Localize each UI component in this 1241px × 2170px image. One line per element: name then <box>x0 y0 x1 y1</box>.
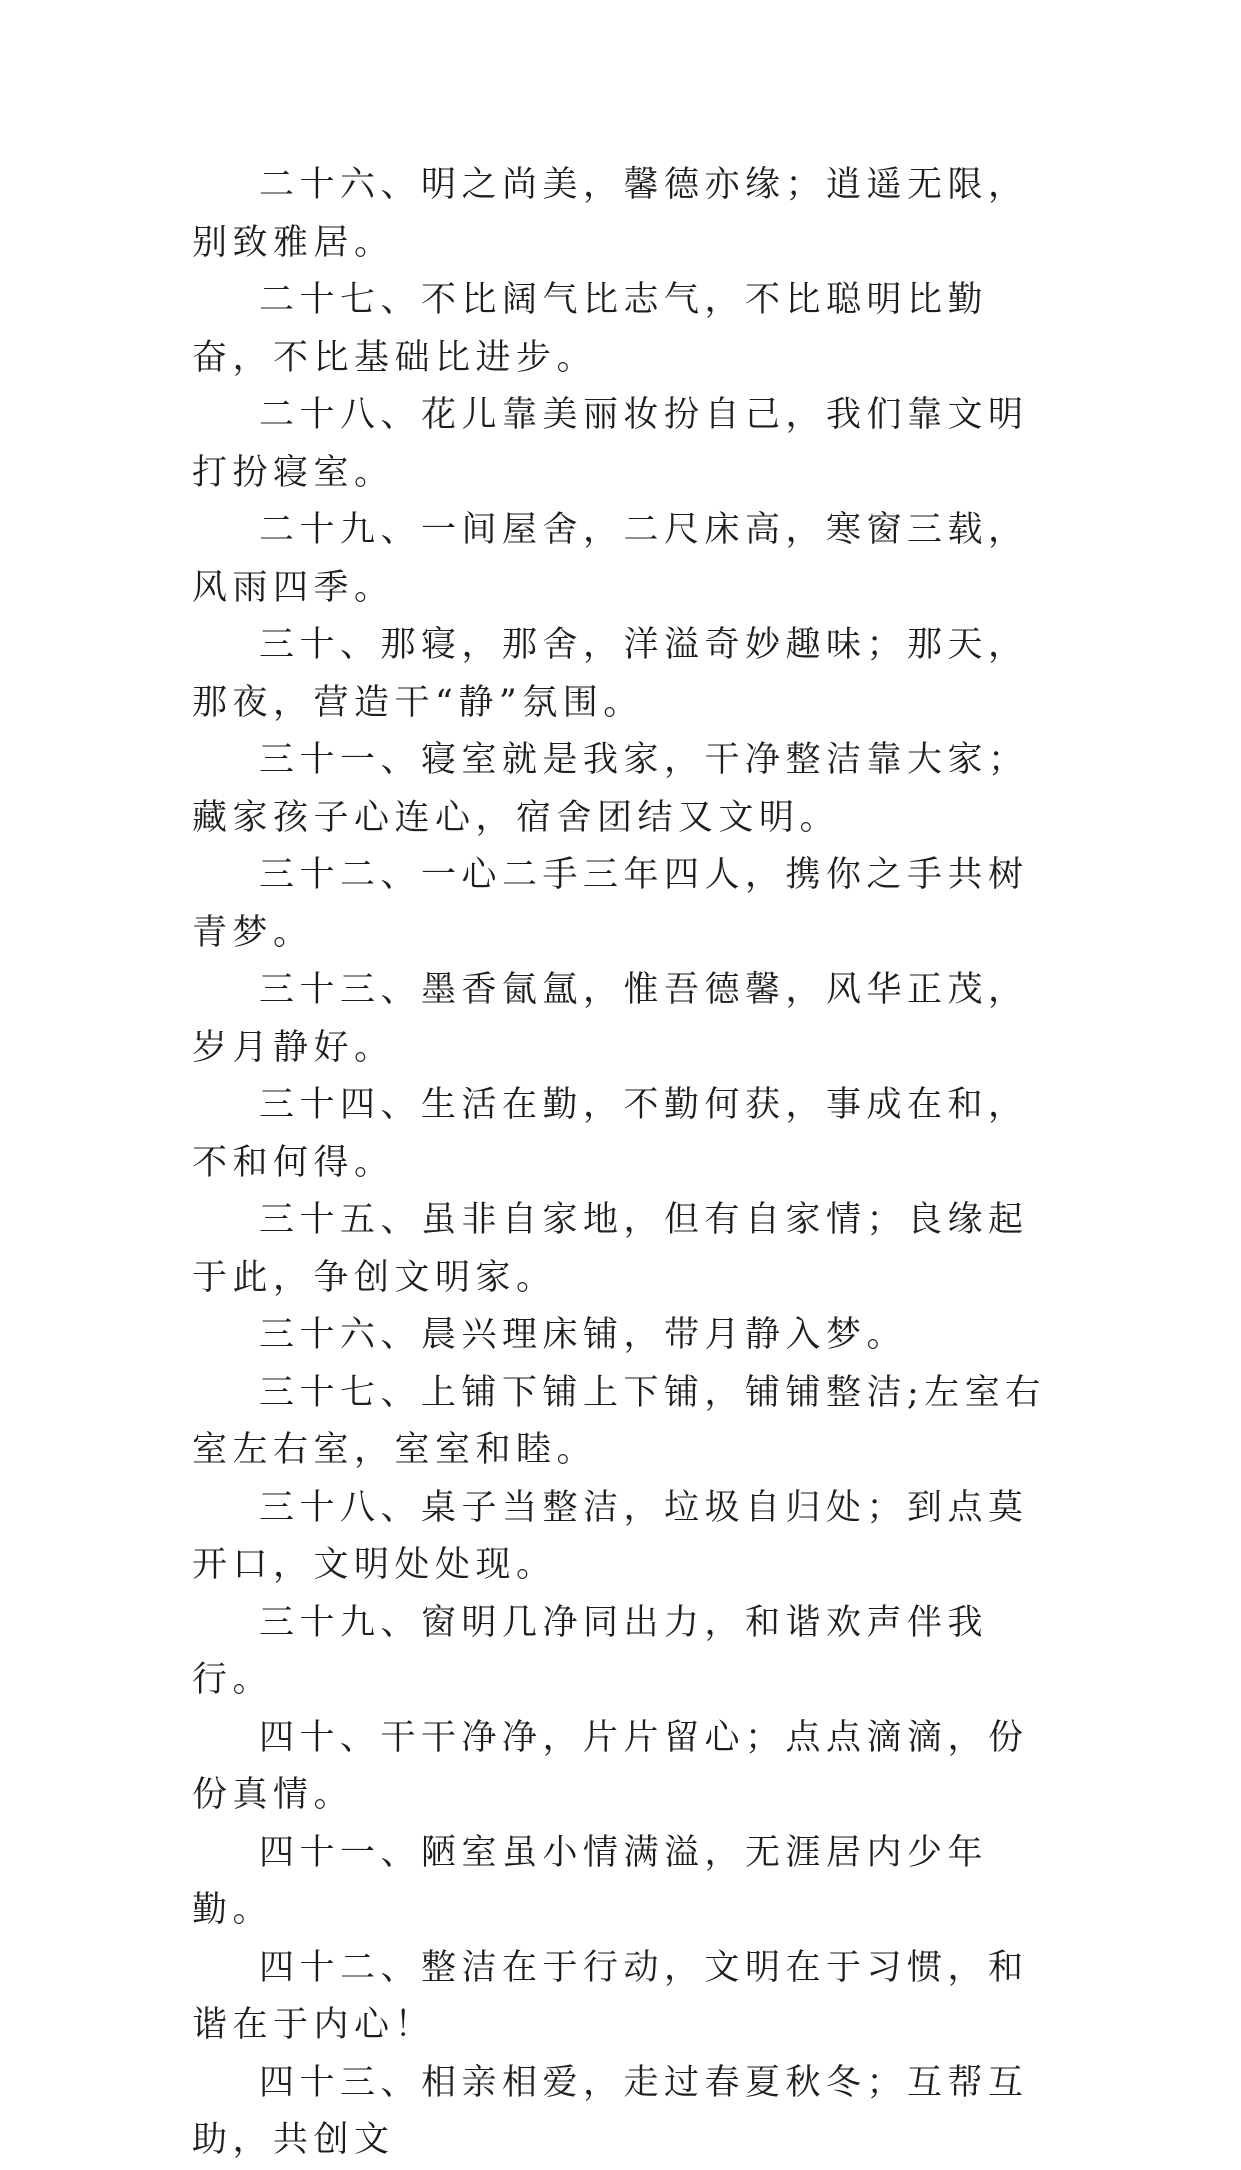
slogan-paragraph: 三十二、一心二手三年四人，携你之手共树青梦。 <box>192 855 1029 953</box>
slogan-paragraph: 二十七、不比阔气比志气，不比聪明比勤奋，不比基础比进步。 <box>192 280 989 378</box>
slogan-paragraph: 三十九、窗明几净同出力，和谐欢声伴我行。 <box>192 1602 989 1700</box>
slogan-paragraph: 四十、干干净净，片片留心；点点滴滴，份份真情。 <box>192 1717 1029 1815</box>
slogan-paragraph: 三十四、生活在勤，不勤何获，事成在和，不和何得。 <box>192 1085 1029 1183</box>
slogan-paragraph: 三十、那寝，那舍，洋溢奇妙趣味；那天，那夜，营造干“静”氛围。 <box>192 625 1029 723</box>
slogan-paragraph: 二十九、一间屋舍，二尺床高，寒窗三载，风雨四季。 <box>192 510 1029 608</box>
slogan-paragraph: 三十三、墨香氤氲，惟吾德馨，风华正茂，岁月静好。 <box>192 970 1029 1068</box>
slogan-paragraph: 四十二、整洁在于行动，文明在于习惯，和谐在于内心！ <box>192 1947 1029 2045</box>
slogan-paragraph: 三十八、桌子当整洁，垃圾自归处；到点莫开口，文明处处现。 <box>192 1487 1029 1585</box>
document-body <box>192 157 1052 2170</box>
slogan-paragraph: 二十六、明之尚美，馨德亦缘；逍遥无限，别致雅居。 <box>192 165 1029 263</box>
slogan-paragraph: 三十五、虽非自家地，但有自家情；良缘起于此，争创文明家。 <box>192 1200 1029 1298</box>
slogan-paragraph: 三十一、寝室就是我家，干净整洁靠大家；藏家孩子心连心，宿舍团结又文明。 <box>192 740 1029 838</box>
slogan-paragraph: 四十一、陋室虽小情满溢，无涯居内少年勤。 <box>192 1832 989 1930</box>
slogan-paragraph: 二十八、花儿靠美丽妆扮自己，我们靠文明打扮寝室。 <box>192 395 1029 493</box>
slogan-paragraph: 三十七、上铺下铺上下铺，铺铺整洁;左室右室左右室，室室和睦。 <box>192 1372 1046 1470</box>
slogan-paragraph: 三十六、晨兴理床铺，带月静入梦。 <box>259 1315 908 1355</box>
slogan-paragraph: 四十三、相亲相爱，走过春夏秋冬；互帮互助，共创文 <box>192 2062 1029 2160</box>
